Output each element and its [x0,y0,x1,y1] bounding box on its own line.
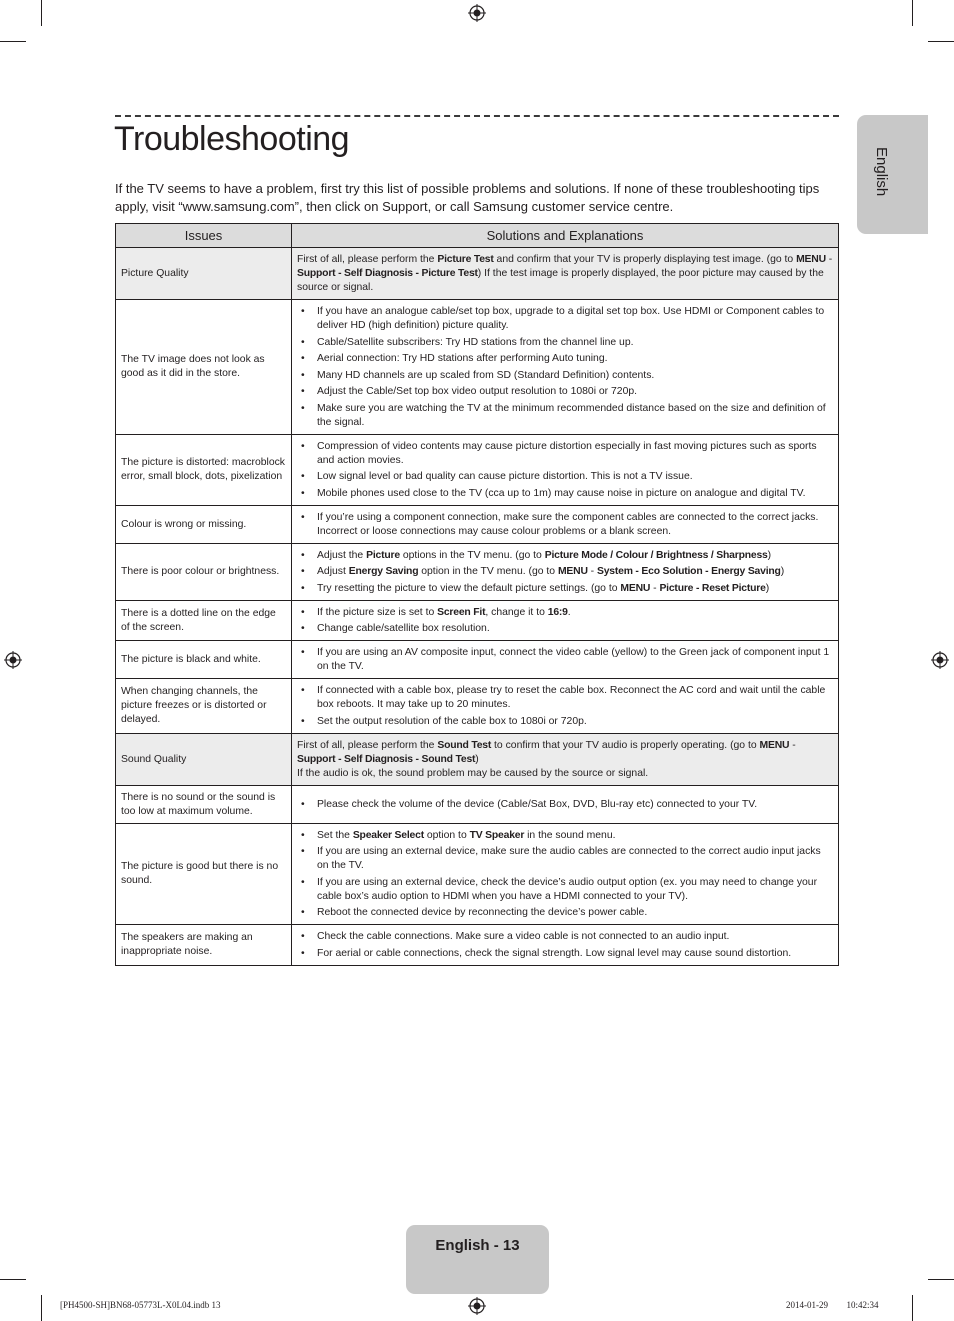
issue-cell: There is a dotted line on the edge of the screen. [116,600,292,641]
issue-cell: The picture is good but there is no sound. [116,823,292,925]
list-item [317,305,833,333]
list-item [317,829,833,843]
solution-cell [292,248,839,300]
text-run: and confirm that your TV is properly displaying test image. (go to [493,254,797,265]
text-run: options in the TV menu. (go to [399,549,545,561]
text-run: Mobile phones used close to the TV (cca up to 1m) may cause noise in picture on analogue and digital TV. [317,487,806,499]
list-item [317,470,833,484]
text-run: Low signal level or bad quality can cause picture distortion. This is not a TV issue. [317,471,693,482]
text-run: ) [767,549,772,561]
list-item [317,440,833,468]
solution-cell [292,434,839,505]
text-run: ) If the test image is properly displayed, the poor picture may caused by the source or signal. [297,268,824,293]
language-tab-label: English [873,147,890,197]
bold-term: Support - Self Diagnosis - Sound Test [297,753,476,765]
solution-list [297,684,833,729]
print-slug-file: [PH4500-SH]BN68-05773L-X0L04.indb 13 [60,1300,221,1310]
list-item [317,622,833,636]
list-item [317,684,833,712]
solution-paragraph [297,253,833,295]
bold-term: MENU [759,739,790,751]
list-item [317,549,833,563]
list-item [317,385,833,399]
issue-cell: There is no sound or the sound is too low at maximum volume. [116,785,292,823]
table-row [116,434,839,505]
text-run: option to [423,829,470,841]
text-run: Make sure you are watching the TV at the minimum recommended distance based on the size and definition of the signal. [317,402,826,428]
table-row [116,823,839,925]
text-run: Adjust the [317,549,367,561]
solution-cell [292,543,839,600]
solution-list [297,646,833,674]
text-run: - [825,254,833,265]
solution-list [297,549,833,596]
table-row [116,300,839,435]
list-item [317,646,833,674]
text-run: , change it to [485,606,548,618]
crop-mark [912,0,913,26]
list-item [317,876,833,904]
text-run: - [587,566,597,577]
list-item [317,798,833,812]
solution-cell [292,679,839,734]
registration-mark-icon [468,1297,486,1315]
crop-mark [928,1279,954,1280]
text-run: If the picture size is set to [317,606,438,618]
bold-term: Picture [366,549,400,561]
bold-term: Picture - Reset Picture [659,582,766,594]
text-run: If the audio is ok, the sound problem may be caused by the source or signal. [297,767,649,779]
text-run: Many HD channels are up scaled from SD (Standard Definition) contents. [317,369,655,381]
table-row [116,505,839,543]
print-slug-date: 2014-01-29 ￿￿ 10:42:34 [786,1300,879,1310]
text-run: First of all, please perform the [297,739,438,751]
list-item [317,402,833,430]
bold-term: MENU [620,582,651,594]
table-row [116,248,839,300]
intro-paragraph: If the TV seems to have a problem, first try this list of possible problems and solutions. If none of these troubleshooting tips apply, visit “www.samsung.com”, then click on Support, or call Samsung customer service centre. [115,181,820,214]
bold-term: 16:9 [547,606,568,618]
troubleshooting-table [115,223,839,966]
solution-cell [292,823,839,925]
issue-cell: Colour is wrong or missing. [116,505,292,543]
text-run: Please check the volume of the device (Cable/Sat Box, DVD, Blu-ray etc) connected to your TV. [317,798,758,810]
page-number-tab [406,1225,549,1294]
page-number: English - 13 [435,1237,520,1254]
bold-term: Speaker Select [352,829,424,841]
text-run: If you have an analogue cable/set top box, upgrade to a digital set top box. Use HDMI or Component cables to deliver HD (high definition) picture quality. [317,306,825,331]
solution-list [297,798,833,812]
list-item [317,511,833,539]
solution-cell [292,600,839,641]
language-tab [857,115,928,234]
list-item [317,352,833,366]
list-item [317,947,833,961]
text-run: If you’re using a component connection, make sure the component cables are connected to the correct jacks. Incorrect or loose connections may cause colour problems or a blank screen. [317,511,819,537]
table-header-row [116,224,839,248]
text-run: ) [765,582,770,594]
crop-mark [0,41,26,42]
solution-paragraph [297,739,833,767]
issue-cell: The speakers are making an inappropriate noise. [116,925,292,966]
solution-cell [292,300,839,435]
text-run: Set the output resolution of the cable box to 1080i or 720p. [317,715,587,727]
text-run: Change cable/satellite box resolution. [317,623,490,634]
issue-cell: The picture is distorted: macroblock error, small block, dots, pixelization [116,434,292,505]
text-run: - [650,582,660,594]
text-run: - [789,739,796,751]
text-run: Aerial connection: Try HD stations after performing Auto tuning. [317,353,608,364]
crop-mark [41,0,42,26]
text-run: If you are using an AV composite input, connect the video cable (yellow) to the Green jack of component input 1 on the TV. [317,647,830,672]
page-title: Troubleshooting [114,120,350,158]
registration-mark-icon [931,651,949,669]
crop-mark [0,1279,26,1280]
table-row [116,679,839,734]
solution-list [297,829,833,921]
text-run: Set the [317,829,353,841]
column-header-issues: Issues [116,224,292,248]
registration-mark-icon [4,651,22,669]
issue-cell: When changing channels, the picture freezes or is distorted or delayed. [116,679,292,734]
bold-term: MENU [796,254,826,265]
title-rule [115,115,839,117]
text-run: Reboot the connected device by reconnecting the device’s power cable. [317,907,648,918]
solution-list [297,930,833,961]
bold-term: MENU [557,566,588,577]
text-run: option in the TV menu. (go to [418,566,558,577]
bold-term: Energy Saving [348,566,419,577]
bold-term: System - Eco Solution - Energy Saving [596,566,781,577]
issue-cell: Picture Quality [116,248,292,300]
list-item [317,906,833,920]
solution-list [297,440,833,501]
crop-mark [912,1295,913,1321]
list-item [317,715,833,729]
crop-mark [41,1295,42,1321]
issue-cell: The TV image does not look as good as it did in the store. [116,300,292,435]
solution-cell [292,733,839,785]
bold-term: Support - Self Diagnosis - Picture Test [297,268,478,279]
bold-term: Screen Fit [437,606,486,618]
text-run: Try resetting the picture to view the default picture settings. (go to [317,582,621,594]
text-run: If you are using an external device, make sure the audio cables are connected to the correct audio input jacks on the TV. [317,846,821,871]
table-row [116,641,839,679]
solution-cell [292,925,839,966]
table-body [116,248,839,966]
table-row [116,925,839,966]
solution-list [297,511,833,539]
text-run: Adjust [317,566,349,577]
text-run: Compression of video contents may cause picture distortion especially in fast moving pictures such as sports and action movies. [317,440,817,466]
issue-cell: There is poor colour or brightness. [116,543,292,600]
list-item [317,565,833,579]
text-run: If connected with a cable box, please try to reset the cable box. Reconnect the AC cord and wait until the cable box reboots. It may take up to 20 minutes. [317,685,826,710]
registration-mark-icon [468,4,486,22]
table-row [116,543,839,600]
column-header-solutions: Solutions and Explanations [292,224,839,248]
table-row [116,733,839,785]
solution-paragraph [297,767,833,781]
solution-cell [292,641,839,679]
solution-cell [292,785,839,823]
issue-cell: Sound Quality [116,733,292,785]
text-run: For aerial or cable connections, check the signal strength. Low signal level may cause sound distortion. [317,947,792,959]
bold-term: Sound Test [437,739,492,751]
list-item [317,845,833,873]
text-run: First of all, please perform the [297,254,438,265]
text-run: ) [780,566,785,577]
list-item [317,336,833,350]
issue-cell: The picture is black and white. [116,641,292,679]
list-item [317,606,833,620]
text-run: Check the cable connections. Make sure a video cable is not connected to an audio input. [317,931,730,942]
solution-list [297,305,833,430]
solution-list [297,606,833,637]
table-row [116,785,839,823]
solution-cell [292,505,839,543]
list-item [317,487,833,501]
bold-term: TV Speaker [469,829,525,841]
crop-mark [928,41,954,42]
text-run: If you are using an external device, check the device’s audio output option (ex. you may need to change your cable box’s audio option to HDMI when you have a HDMI connected to your TV). [317,876,818,902]
text-run: in the sound menu. [524,829,616,841]
list-item [317,930,833,944]
table-row [116,600,839,641]
text-run: . [567,606,571,618]
list-item [317,369,833,383]
text-run: Adjust the Cable/Set top box video output resolution to 1080i or 720p. [317,386,638,397]
bold-term: Picture Mode / Colour / Brightness / Sharpness [544,549,768,561]
list-item [317,582,833,596]
text-run: Cable/Satellite subscribers: Try HD stations from the channel line up. [317,336,634,348]
text-run: ) [475,753,479,765]
bold-term: Picture Test [437,254,494,265]
text-run: to confirm that your TV audio is properly operating. (go to [491,739,760,751]
